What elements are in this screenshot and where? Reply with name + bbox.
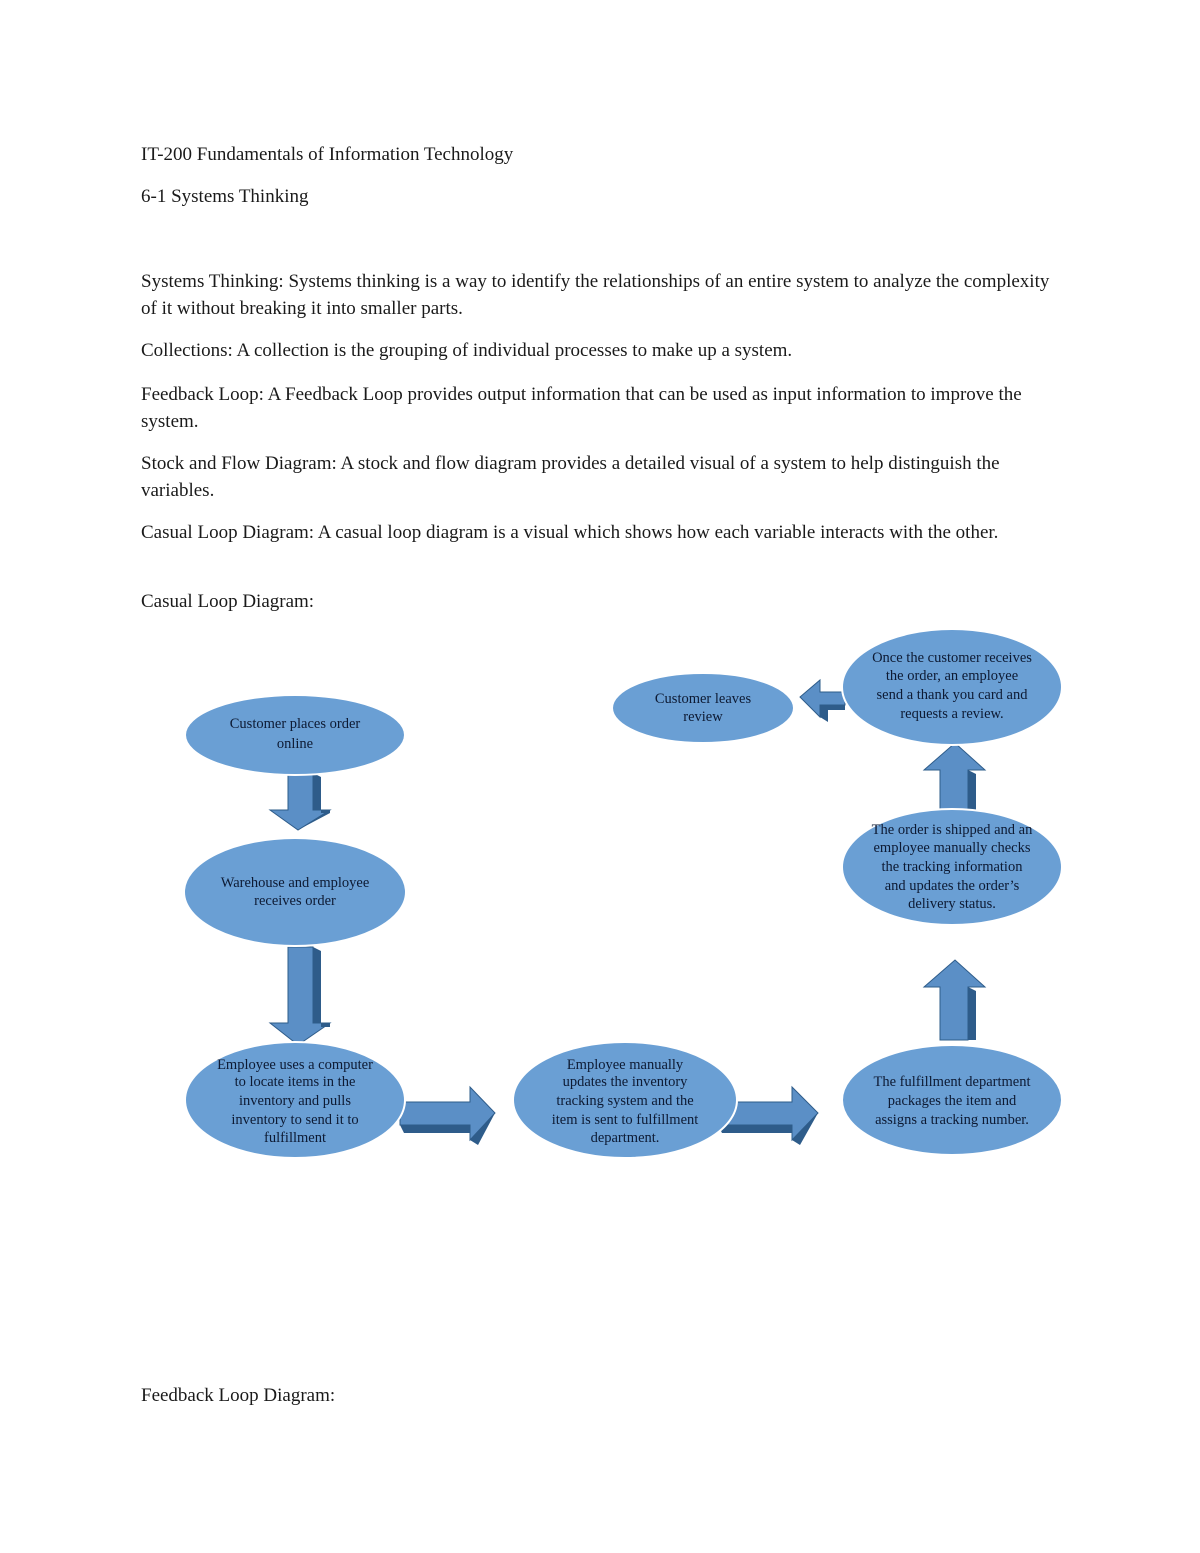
arrow-up-icon — [924, 743, 985, 810]
feedback-loop-heading: Feedback Loop Diagram: — [141, 1385, 336, 1406]
arrow-right-icon — [400, 1087, 495, 1145]
node-text-line: tracking system and the — [556, 1093, 694, 1109]
arrow-down-icon — [270, 773, 330, 830]
node-customer-leaves-review — [612, 673, 794, 743]
node-text-line: The order is shipped and an — [871, 822, 1033, 838]
node-employee-updates-inventory — [513, 1042, 737, 1158]
arrow-down-icon — [270, 947, 330, 1045]
definition-casual-loop: Casual Loop Diagram: A casual loop diagram is a visual which shows how each variable interacts with the other. — [141, 522, 999, 543]
casual-loop-diagram — [140, 625, 1090, 1165]
node-order-shipped — [842, 809, 1062, 925]
casual-loop-heading: Casual Loop Diagram: — [141, 591, 315, 612]
node-text-line: Once the customer receives — [872, 650, 1032, 666]
node-text-line: inventory and pulls — [239, 1093, 351, 1109]
node-text-line: Customer places order — [229, 716, 361, 732]
node-thank-you-card — [842, 629, 1062, 745]
arrow-left-icon — [800, 680, 845, 722]
assignment-title: 6-1 Systems Thinking — [141, 186, 309, 207]
node-text-line: to locate items in the — [234, 1074, 356, 1090]
node-fulfillment-packages-item — [842, 1045, 1062, 1155]
node-text-line: item is sent to fulfillment — [551, 1112, 699, 1128]
node-text-line: employee manually checks — [873, 840, 1031, 856]
node-text-line: online — [276, 736, 314, 752]
node-text-line: packages the item and — [887, 1093, 1017, 1109]
node-text-line: Employee manually — [566, 1057, 684, 1073]
definition-stock-and-flow: Stock and Flow Diagram: A stock and flow diagram provides a detailed visual of a system to help distinguish the variables. — [141, 453, 1000, 501]
node-text-line: the order, an employee — [885, 668, 1019, 684]
node-text-line: assigns a tracking number. — [875, 1112, 1029, 1128]
node-text-line: delivery status. — [908, 896, 996, 912]
definition-collections: Collections: A collection is the grouping of individual processes to make up a system. — [141, 340, 793, 361]
node-warehouse-receives-order — [184, 838, 406, 946]
node-text-line: Employee uses a computer — [217, 1057, 373, 1073]
node-text-line: updates the inventory — [562, 1074, 688, 1090]
node-text-line: inventory to send it to — [231, 1112, 359, 1128]
node-customer-places-order — [185, 695, 405, 775]
course-title: IT-200 Fundamentals of Information Technology — [141, 144, 514, 165]
node-employee-locates-items — [185, 1042, 405, 1158]
node-text-line: requests a review. — [900, 706, 1004, 722]
node-text-line: and updates the order’s — [884, 878, 1020, 894]
arrow-up-icon — [924, 960, 985, 1040]
node-text-line: review — [683, 709, 723, 725]
definition-feedback-loop: Feedback Loop: A Feedback Loop provides output information that can be used as input information to improve the system. — [141, 384, 1022, 432]
node-text-line: Customer leaves — [654, 691, 752, 707]
definition-systems-thinking: Systems Thinking: Systems thinking is a way to identify the relationships of an entire system to analyze the complexity of it without breaking it into smaller parts. — [141, 271, 1050, 319]
node-text-line: department. — [590, 1130, 660, 1146]
node-text-line: Warehouse and employee — [220, 875, 370, 891]
node-text-line: The fulfillment department — [873, 1074, 1031, 1090]
node-text-line: fulfillment — [263, 1130, 327, 1146]
node-text-line: send a thank you card and — [876, 687, 1028, 703]
node-text-line: receives order — [254, 893, 336, 909]
node-text-line: the tracking information — [881, 859, 1023, 875]
